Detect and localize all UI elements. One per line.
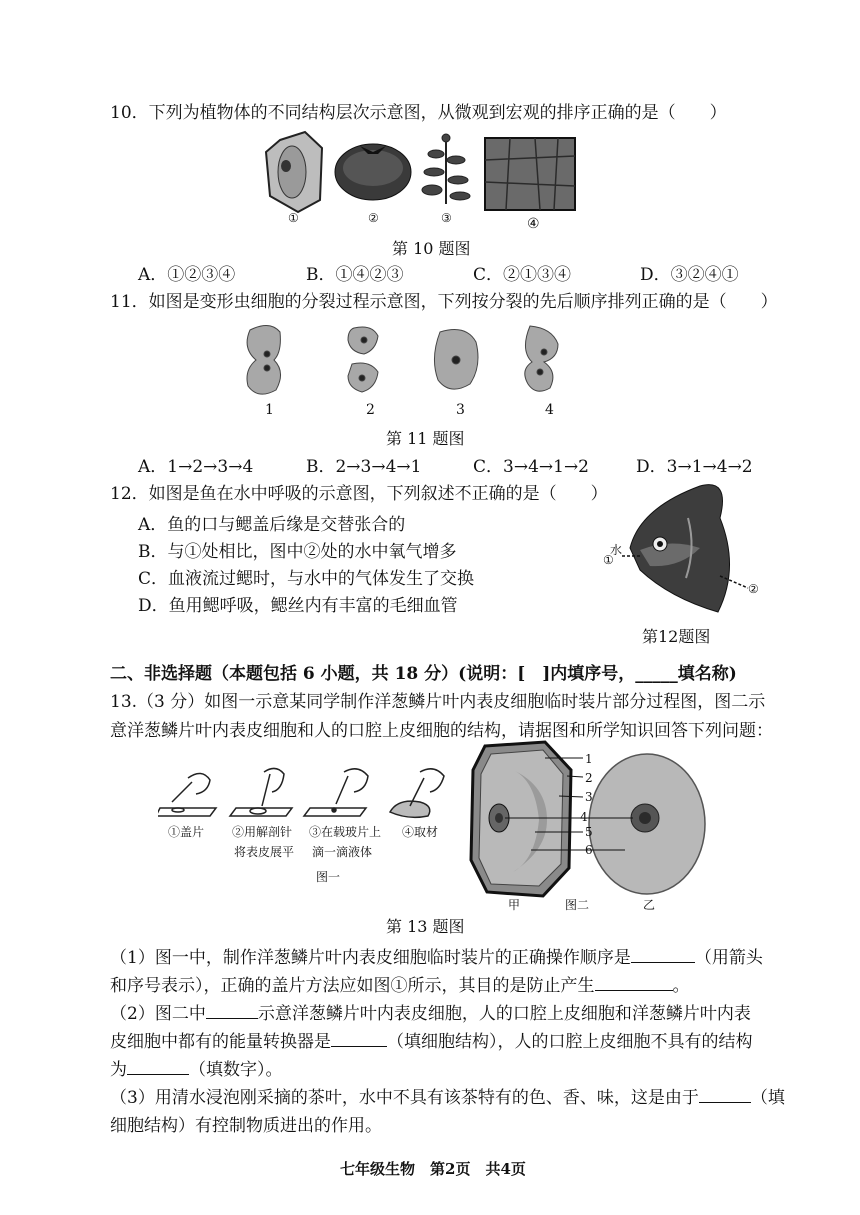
fish-label-2: ② [748,582,759,596]
q13-p2-text-a: （2）图二中 [110,1004,206,1024]
q13-figure1-label: 图一 [316,870,341,884]
q10-label-3: ③ [441,211,452,225]
q12-option-a: A．鱼的口与鳃盖后缘是交替张合的 [138,515,406,535]
cell-a-label: 甲 [508,898,521,912]
q10-stem: 10．下列为植物体的不同结构层次示意图，从微观到宏观的排序正确的是（ ） [110,103,727,123]
step1-cover-slip-image [158,773,216,816]
q13-p2-blank-2[interactable] [331,1032,387,1047]
q11-label-3: 3 [456,402,465,418]
q11-option-b: B．2→3→4→1 [306,457,422,477]
q13-step4-label: ④取材 [402,825,439,839]
q13-p2-text-d: （填细胞结构），人的口腔上皮细胞不具有的结构 [387,1032,753,1052]
q13-p1-blank-2[interactable] [595,976,673,991]
q11-option-a: A．1→2→3→4 [138,457,254,477]
q10-caption: 第 10 题图 [392,239,471,258]
cheek-cell-image [589,754,705,894]
amoeba-1-image [247,325,281,394]
q13-p2-blank-3[interactable] [127,1060,189,1075]
fish-label-1: ① [603,553,614,567]
q13-part3-line2: 细胞结构）有控制物质进出的作用。 [110,1116,382,1136]
q12-option-b: B．与①处相比，图中②处的水中氧气增多 [138,542,457,562]
q13-part2-line1 [110,999,751,1024]
q13-p1-text-a: （1）图一中，制作洋葱鳞片叶内表皮细胞临时装片的正确操作顺序是 [110,948,631,968]
step4-tweezers-image [390,769,444,818]
q13-stem-line1: 13.（3 分）如图一示意某同学制作洋葱鳞片叶内表皮细胞临时装片部分过程图，图二示 [110,692,766,712]
tomato-image [335,144,411,200]
q11-label-1: 1 [265,402,274,418]
q13-p1-text-c: 和序号表示），正确的盖片方法应如图①所示，其目的是防止产生 [110,976,595,996]
q10-option-c: C．②①③④ [473,265,572,285]
q13-step2-label-b: 将表皮展平 [234,845,295,859]
q12-option-c: C．血液流过鳃时，与水中的气体发生了交换 [138,569,475,589]
q13-p2-text-e: 为 [110,1060,127,1080]
onion-cell-image [471,742,571,896]
q13-part2-line3 [110,1055,283,1080]
q10-figure [260,130,590,230]
q10-label-4: ④ [527,216,540,232]
page-footer: 七年级生物 第2页 共4页 [340,1160,526,1178]
q11-figure [240,322,580,402]
fish-figure [600,478,760,618]
q11-label-2: 2 [366,402,375,418]
q13-p1-blank-1[interactable] [631,948,695,963]
q13-p1-text-d: 。 [672,976,690,996]
cell-number-3: 3 [585,790,593,804]
q11-option-c: C．3→4→1→2 [473,457,590,477]
q13-p3-text-b: （填 [750,1088,785,1108]
q13-step2-label-a: ②用解剖针 [232,825,293,839]
q13-step1-label: ①盖片 [168,825,205,839]
amoeba-3-image [434,330,478,390]
q13-p2-text-c: 皮细胞中都有的能量转换器是 [110,1032,331,1052]
q10-option-a: A．①②③④ [138,265,236,285]
q13-p2-text-f: （填数字）。 [189,1060,283,1080]
section2-heading: 二、非选择题（本题包括 6 小题，共 18 分）(说明：[ ]内填序号，_____填名称) [110,664,737,684]
q13-part3-line1 [110,1083,785,1108]
cell-number-4: 4 [580,810,588,824]
q13-part1-line2 [110,971,690,996]
q11-stem: 11．如图是变形虫细胞的分裂过程示意图，下列按分裂的先后顺序排列正确的是（ ） [110,292,778,312]
plant-cell-image [266,132,322,212]
tissue-image [485,138,575,210]
q10-option-b: B．①④②③ [306,265,404,285]
q13-p1-text-b: （用箭头 [694,948,763,968]
q13-p3-blank-1[interactable] [699,1088,751,1103]
cell-number-2: 2 [585,771,593,785]
q13-p3-text-a: （3）用清水浸泡刚采摘的茶叶，水中不具有该茶特有的色、香、味，这是由于 [110,1088,699,1108]
step3-dropper-image [304,769,368,816]
cell-number-6: 6 [585,843,593,857]
q10-label-1: ① [288,211,299,225]
amoeba-2-image [348,327,378,392]
amoeba-4-image [525,326,558,391]
q12-option-d: D．鱼用鳃呼吸，鳃丝内有丰富的毛细血管 [138,596,458,616]
q10-label-2: ② [368,211,379,225]
q10-option-d: D．③②④① [640,265,739,285]
q11-label-4: 4 [545,402,554,418]
q11-option-d: D．3→1→4→2 [636,457,753,477]
q13-p2-blank-1[interactable] [206,1004,258,1019]
q13-stem-line2: 意洋葱鳞片叶内表皮细胞和人的口腔上皮细胞的结构，请据图和所学知识回答下列问题： [110,721,773,741]
q13-part1-line1 [110,943,763,968]
q13-step3-label-b: 滴一滴液体 [312,845,373,859]
step2-needle-image [230,768,292,816]
plant-image [422,134,470,204]
q12-caption: 第12题图 [642,627,711,646]
q13-step3-label-a: ③在载玻片上 [309,825,382,839]
cell-number-1: 1 [585,752,593,766]
fish-water-label: 水 [610,543,623,557]
q13-figure2 [465,740,755,900]
q11-caption: 第 11 题图 [386,429,465,448]
q13-figure1 [158,762,458,822]
figure2-label: 图二 [565,898,590,912]
q13-caption: 第 13 题图 [386,917,465,936]
q12-stem: 12．如图是鱼在水中呼吸的示意图，下列叙述不正确的是（ ） [110,484,608,504]
q13-part2-line2 [110,1027,753,1052]
q13-p2-text-b: 示意洋葱鳞片叶内表皮细胞，人的口腔上皮细胞和洋葱鳞片叶内表 [257,1004,751,1024]
cell-b-label: 乙 [643,898,656,912]
cell-number-5: 5 [585,825,593,839]
